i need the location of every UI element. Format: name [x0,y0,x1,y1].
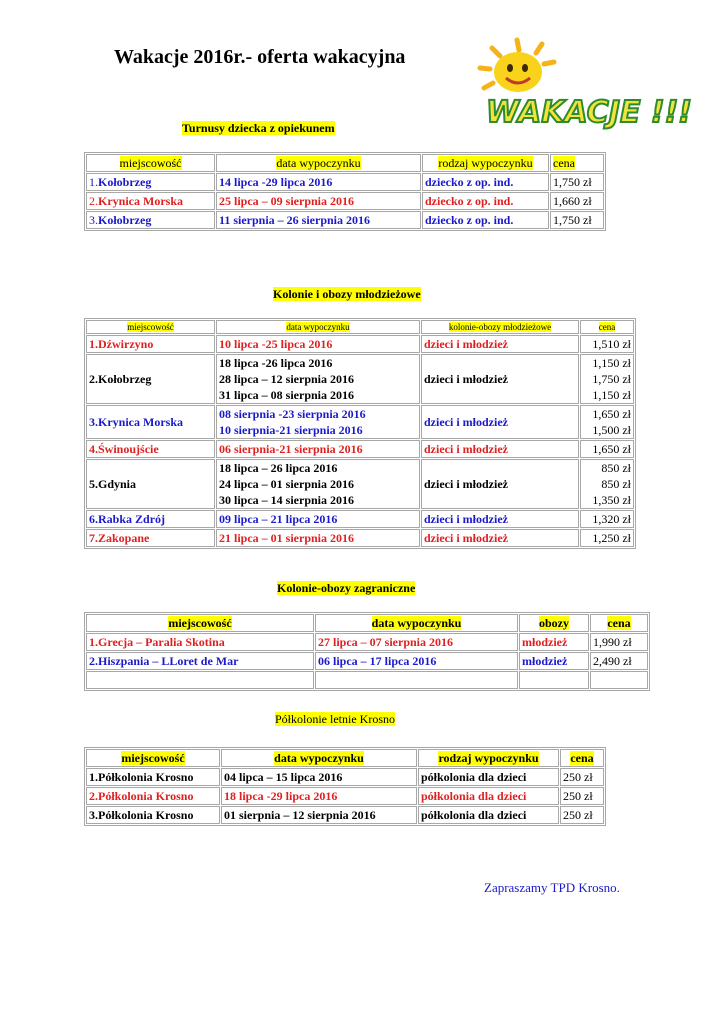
table-row-empty [86,671,648,689]
table-cell [519,671,589,689]
table-header [86,749,604,767]
col-header: miejscowość [127,321,174,332]
table-zagraniczne [84,612,650,691]
table-cell: 1,750 zł [550,173,604,191]
table-cell: 1,750 zł [550,211,604,229]
table-cell [580,320,634,334]
col-header: cena [553,156,575,170]
table-kolonie [84,318,636,549]
section-title-4: Półkolonie letnie Krosno [275,712,395,726]
table-cell: 01 sierpnia – 12 sierpnia 2016 [221,806,417,824]
table-cell: 21 lipca – 01 sierpnia 2016 [216,529,420,547]
col-header: data wypoczynku [276,156,361,170]
table-cell [86,749,220,767]
table-row [86,354,634,404]
table-cell: 1,650 zł [580,440,634,458]
table-cell: 1,990 zł [590,633,648,651]
table-cell [86,614,314,632]
table-cell: 18 lipca -26 lipca 2016 28 lipca – 12 sierpnia 2016 31 lipca – 08 sierpnia 2016 [216,354,420,404]
col-header: data wypoczynku [286,321,350,332]
table-row [86,173,604,191]
table-cell: 7.Zakopane [86,529,215,547]
table-cell: 3.Kołobrzeg [86,211,215,229]
table-cell: dzieci i młodzież [421,405,579,439]
col-header: kolonie-obozy młodzieżowe [448,321,552,332]
table-cell: dziecko z op. ind. [422,173,549,191]
table-cell: 10 lipca -25 lipca 2016 [216,335,420,353]
col-header: miejscowość [119,156,182,170]
table-cell: 14 lipca -29 lipca 2016 [216,173,421,191]
table-cell [86,671,314,689]
table-cell: dzieci i młodzież [421,335,579,353]
table-cell [221,749,417,767]
table-cell [590,671,648,689]
table-turnusy [84,152,606,231]
table-cell: 1.Kołobrzeg [86,173,215,191]
table-cell: 2.Krynica Morska [86,192,215,210]
table-header [86,154,604,172]
table-cell: 27 lipca – 07 sierpnia 2016 [315,633,518,651]
table-cell [418,749,559,767]
table-cell: 06 sierpnia-21 sierpnia 2016 [216,440,420,458]
table-polkolonie [84,747,606,826]
table-cell: półkolonia dla dzieci [418,787,559,805]
table-cell [216,320,420,334]
table-cell: 11 sierpnia – 26 sierpnia 2016 [216,211,421,229]
table-row [86,405,634,439]
table-cell: 1.Grecja – Paralia Skotina [86,633,314,651]
table-row [86,768,604,786]
table-cell: 2.Półkolonia Krosno [86,787,220,805]
wakacje-logo [472,36,692,136]
col-header: data wypoczynku [274,751,364,765]
sun-icon [480,40,554,92]
section-title-2: Kolonie i obozy młodzieżowe [273,287,421,301]
section-title-1: Turnusy dziecka z opiekunem [182,121,335,135]
table-cell: 1.Półkolonia Krosno [86,768,220,786]
table-cell [519,614,589,632]
table-cell [421,320,579,334]
table-row [86,787,604,805]
table-cell: 25 lipca – 09 sierpnia 2016 [216,192,421,210]
table-cell [590,614,648,632]
table-row [86,806,604,824]
table-cell: 1,510 zł [580,335,634,353]
table-cell: 3.Półkolonia Krosno [86,806,220,824]
table-row [86,192,604,210]
table-cell: 2,490 zł [590,652,648,670]
col-header: rodzaj wypoczynku [438,156,533,170]
table-cell [422,154,549,172]
table-cell: 250 zł [560,806,604,824]
table-cell [216,154,421,172]
table-cell [550,154,604,172]
col-header: rodzaj wypoczynku [438,751,539,765]
table-cell: 1,660 zł [550,192,604,210]
table-cell: 1,250 zł [580,529,634,547]
col-header: cena [570,751,594,765]
table-header [86,614,648,632]
table-cell: 250 zł [560,768,604,786]
table-cell: półkolonia dla dzieci [418,768,559,786]
table-cell: 2.Kołobrzeg [86,354,215,404]
col-header: cena [607,616,631,630]
table-cell: 1,650 zł 1,500 zł [580,405,634,439]
table-cell: 6.Rabka Zdrój [86,510,215,528]
col-header: miejscowość [168,616,232,630]
table-cell: dzieci i młodzież [421,440,579,458]
table-row [86,633,648,651]
table-cell: dzieci i młodzież [421,354,579,404]
table-row [86,440,634,458]
table-cell: młodzież [519,652,589,670]
table-cell: młodzież [519,633,589,651]
col-header: data wypoczynku [371,616,462,630]
table-cell: dzieci i młodzież [421,510,579,528]
table-row [86,459,634,509]
table-row [86,335,634,353]
table-cell: dzieci i młodzież [421,459,579,509]
col-header: miejscowość [121,751,185,765]
table-cell [560,749,604,767]
table-cell: 18 lipca -29 lipca 2016 [221,787,417,805]
footer-text: Zapraszamy TPD Krosno. [484,880,620,895]
section-title-3: Kolonie-obozy zagraniczne [277,581,416,595]
table-cell: 04 lipca – 15 lipca 2016 [221,768,417,786]
logo-text: WAKACJE !!! [486,95,692,130]
table-row [86,652,648,670]
table-cell: 2.Hiszpania – LLoret de Mar [86,652,314,670]
table-cell: 09 lipca – 21 lipca 2016 [216,510,420,528]
table-cell: 18 lipca – 26 lipca 2016 24 lipca – 01 sierpnia 2016 30 lipca – 14 sierpnia 2016 [216,459,420,509]
table-cell: 1,320 zł [580,510,634,528]
table-row [86,510,634,528]
table-cell: 08 sierpnia -23 sierpnia 2016 10 sierpnia-21 sierpnia 2016 [216,405,420,439]
table-cell [86,320,215,334]
table-cell: dziecko z op. ind. [422,192,549,210]
table-cell: 3.Krynica Morska [86,405,215,439]
table-cell: 1,150 zł 1,750 zł 1,150 zł [580,354,634,404]
table-cell [315,671,518,689]
table-cell: dzieci i młodzież [421,529,579,547]
page-title: Wakacje 2016r.- oferta wakacyjna [114,46,406,68]
table-cell: 250 zł [560,787,604,805]
table-cell: 5.Gdynia [86,459,215,509]
table-cell [86,154,215,172]
col-header: cena [598,321,616,332]
table-cell: półkolonia dla dzieci [418,806,559,824]
table-cell: 06 lipca – 17 lipca 2016 [315,652,518,670]
col-header: obozy [539,616,569,630]
table-header [86,320,634,334]
table-row [86,529,634,547]
table-cell [315,614,518,632]
table-cell: 1.Dźwirzyno [86,335,215,353]
table-cell: 4.Świnoujście [86,440,215,458]
table-cell: 850 zł 850 zł 1,350 zł [580,459,634,509]
table-cell: dziecko z op. ind. [422,211,549,229]
table-row [86,211,604,229]
